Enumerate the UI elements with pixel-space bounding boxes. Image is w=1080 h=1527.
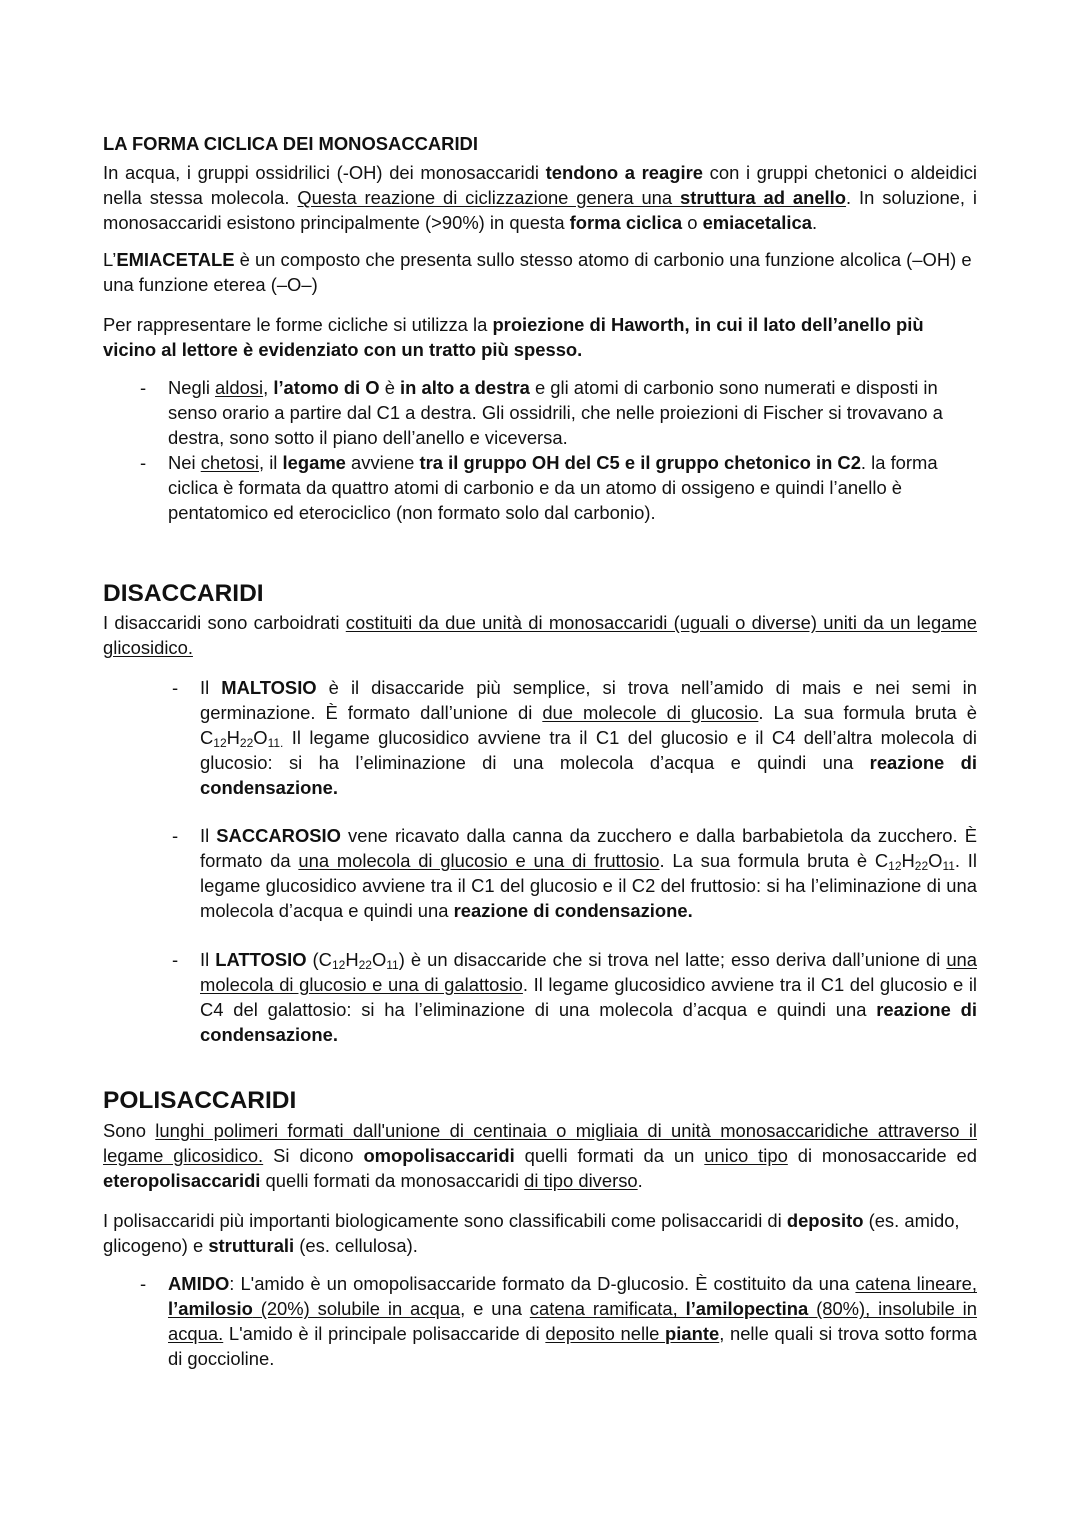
text-run: LA FORMA CICLICA DEI MONOSACCARIDI xyxy=(103,133,478,154)
text-run: Il xyxy=(200,825,217,846)
text-run: I disaccaridi sono carboidrati xyxy=(103,612,346,633)
emphasized-text: proiezione di Haworth, in cui il lato dell’anello più vicino al lettore è evidenziato con un tratto più spesso. xyxy=(103,314,924,360)
emphasized-text: struttura ad anello xyxy=(680,187,846,208)
text-run: di monosaccaride ed xyxy=(787,1145,978,1166)
emphasized-text: deposito nelle xyxy=(545,1323,666,1344)
emphasized-text: eteropolisaccaridi xyxy=(103,1170,261,1191)
emphasized-text: piante xyxy=(665,1323,720,1344)
text-run: è un composto che presenta sullo stesso atomo di carbonio una funzione alcolica (–OH) e una funzione eterea (–O–) xyxy=(103,249,972,295)
list-item-saccarosio xyxy=(172,823,978,923)
text-run: I polisaccaridi più importanti biologicamente sono classificabili come polisaccaridi di xyxy=(103,1210,787,1231)
emphasized-text: lunghi polimeri formati dall'unione di centinaia o migliaia di unità monosaccaridiche attraverso il legame glicosidico. xyxy=(103,1120,978,1166)
emphasized-text: forma ciclica xyxy=(569,212,683,233)
paragraph-disaccaridi xyxy=(103,610,977,660)
text-run: POLISACCARIDI xyxy=(103,1087,297,1114)
subscript-text: 11. xyxy=(267,736,284,750)
text-run: Il xyxy=(200,677,222,698)
subscript-text: 22 xyxy=(914,859,929,873)
text-run: con i gruppi chetonici o aldeidici nella stessa molecola. xyxy=(103,162,978,208)
text-run: è xyxy=(379,377,401,398)
emphasized-text: reazione di condensazione. xyxy=(200,999,977,1045)
emphasized-text: reazione di condensazione. xyxy=(453,900,693,921)
emphasized-text: deposito xyxy=(786,1210,864,1231)
text-run: avviene xyxy=(345,452,420,473)
text-run: Si dicono xyxy=(263,1145,364,1166)
text-run: ) è un disaccaride che si trova nel latte; esso deriva dall’unione di xyxy=(398,949,947,970)
emphasized-text: AMIDO xyxy=(168,1273,230,1294)
text-run: Il legame glucosidico avviene tra il C1 del glucosio e il C4 dell’altra molecola di glucosio: si ha l’eliminazione di una molecola d’acqua e quindi una xyxy=(200,727,977,773)
subscript-text: 12 xyxy=(331,958,346,972)
text-run: . Il legame glucosidico avviene tra il C1 del glucosio e il C4 del galattosio: si ha l’eliminazione di una molecola d’acqua e quindi una xyxy=(200,974,977,1020)
text-run: . Il legame glucosidico avviene tra il C1 del glucosio e il C2 del fruttosio: si ha l’eliminazione di una molecola d’acqua e quindi una xyxy=(200,850,978,921)
emphasized-text: di tipo diverso xyxy=(524,1170,638,1191)
emphasized-text: aldosi xyxy=(215,377,264,398)
text-run: quelli formati da un xyxy=(514,1145,705,1166)
heading-polisaccaridi xyxy=(103,1087,977,1115)
section-title-forma-ciclica xyxy=(103,131,977,156)
subscript-text: 22 xyxy=(239,736,254,750)
text-run: (es. cellulosa). xyxy=(294,1235,418,1256)
list-item-lattosio xyxy=(172,947,977,1047)
text-run: DISACCARIDI xyxy=(103,580,264,607)
text-run: o xyxy=(682,212,703,233)
emphasized-text: tendono a reagire xyxy=(545,162,703,183)
subscript-text: 22 xyxy=(358,958,372,972)
text-run: , il xyxy=(259,452,283,473)
text-run: . xyxy=(811,212,818,233)
emphasized-text: costituiti da due unità di monosaccaridi (uguali o diverse) uniti da un legame glicosidico. xyxy=(103,612,977,658)
list-item-aldosi xyxy=(140,375,980,450)
paragraph-polisaccaridi xyxy=(103,1118,977,1193)
text-run: , nelle quali si trova sotto forma di goccioline. xyxy=(168,1323,977,1369)
text-run: , e una xyxy=(460,1298,530,1319)
emphasized-text: EMIACETALE xyxy=(116,249,235,270)
emphasized-text: catena ramificata, xyxy=(529,1298,686,1319)
paragraph-classificazione xyxy=(103,1208,983,1258)
emphasized-text: strutturali xyxy=(208,1235,295,1256)
text-run: (C xyxy=(306,949,332,970)
emphasized-text: l’atomo di O xyxy=(273,377,380,398)
emphasized-text: emiacetalica xyxy=(702,212,812,233)
text-run: H xyxy=(226,727,240,748)
list-item-maltosio xyxy=(172,675,978,800)
emphasized-text: legame xyxy=(282,452,346,473)
emphasized-text: (20%) solubile in acqua xyxy=(252,1298,461,1319)
emphasized-text: Questa reazione di ciclizzazione genera una xyxy=(297,187,681,208)
text-run: O xyxy=(928,850,943,871)
text-run: Negli xyxy=(168,377,216,398)
emphasized-text: LATTOSIO xyxy=(215,949,307,970)
text-run: Per rappresentare le forme cicliche si utilizza la xyxy=(103,314,493,335)
text-run: L’ xyxy=(103,249,117,270)
text-run: . La sua formula bruta è C xyxy=(200,702,978,748)
text-run: , xyxy=(263,377,274,398)
list-bullet-dash: - xyxy=(140,377,147,398)
emphasized-text: due molecole di glucosio xyxy=(542,702,759,723)
subscript-text: 11 xyxy=(942,859,955,873)
text-run: quelli formati da monosaccaridi xyxy=(260,1170,525,1191)
paragraph-emiacetale xyxy=(103,247,983,297)
text-run: Nei xyxy=(168,452,201,473)
paragraph-haworth xyxy=(103,312,973,362)
emphasized-text: tra il gruppo OH del C5 e il gruppo chetonico in C2 xyxy=(419,452,861,473)
list-bullet-dash: - xyxy=(140,452,147,473)
list-bullet-dash: - xyxy=(172,949,179,970)
text-run: O xyxy=(371,949,387,970)
paragraph-ciclizzazione xyxy=(103,160,977,235)
text-run: . In soluzione, i monosaccaridi esistono principalmente (>90%) in questa xyxy=(103,187,977,233)
emphasized-text: catena lineare, xyxy=(855,1273,977,1294)
emphasized-text: SACCAROSIO xyxy=(216,825,341,846)
subscript-text: 12 xyxy=(888,859,902,873)
text-run: Il xyxy=(200,949,216,970)
text-run: vene ricavato dalla canna da zucchero e dalla barbabietola da zucchero. È formato da xyxy=(200,825,977,871)
text-run: . la forma ciclica è formata da quattro atomi di carbonio e da un atomo di ossigeno e quindi l’anello è pentatomico ed eterociclico (non formato solo dal carbonio). xyxy=(168,452,938,523)
list-item-chetosi xyxy=(140,450,980,525)
text-run: : L'amido è un omopolisaccaride formato da D-glucosio. È costituito da una xyxy=(229,1273,856,1294)
subscript-text: 11 xyxy=(386,958,399,972)
list-bullet-dash: - xyxy=(172,677,179,698)
text-run: H xyxy=(901,850,915,871)
emphasized-text: omopolisaccaridi xyxy=(363,1145,515,1166)
list-item-amido xyxy=(140,1271,977,1371)
text-run: e gli atomi di carbonio sono numerati e disposti in senso orario a partire dal C1 a destra. Gli ossidrili, che nelle proiezioni di Fischer si trovavano a destra, sono sotto il piano dell’anello e viceversa. xyxy=(168,377,943,448)
emphasized-text: una molecola di glucosio e una di galattosio xyxy=(200,949,977,995)
text-run: . xyxy=(637,1170,643,1191)
emphasized-text: in alto a destra xyxy=(400,377,530,398)
list-bullet-dash: - xyxy=(140,1273,147,1294)
text-run: Sono xyxy=(103,1120,156,1141)
emphasized-text: MALTOSIO xyxy=(221,677,317,698)
text-run: è il disaccaride più semplice, si trova nell’amido di mais e nei semi in germinazione. È formato dall’unione di xyxy=(200,677,977,723)
text-run: O xyxy=(253,727,268,748)
heading-disaccaridi xyxy=(103,580,977,608)
text-run: L'amido è il principale polisaccaride di xyxy=(223,1323,546,1344)
text-run: In acqua, i gruppi ossidrilici (-OH) dei monosaccaridi xyxy=(103,162,546,183)
subscript-text: 12 xyxy=(213,736,227,750)
emphasized-text: unico tipo xyxy=(704,1145,788,1166)
emphasized-text: l’amilopectina xyxy=(685,1298,809,1319)
emphasized-text: una molecola di glucosio e una di fruttosio xyxy=(298,850,660,871)
text-run: H xyxy=(345,949,359,970)
emphasized-text: l’amilosio xyxy=(168,1298,253,1319)
emphasized-text: (80%), insolubile in acqua. xyxy=(168,1298,977,1344)
list-bullet-dash: - xyxy=(172,825,179,846)
emphasized-text: chetosi xyxy=(200,452,259,473)
text-run: (es. amido, glicogeno) e xyxy=(103,1210,960,1256)
text-run: . La sua formula bruta è C xyxy=(659,850,889,871)
emphasized-text: reazione di condensazione. xyxy=(200,752,977,798)
